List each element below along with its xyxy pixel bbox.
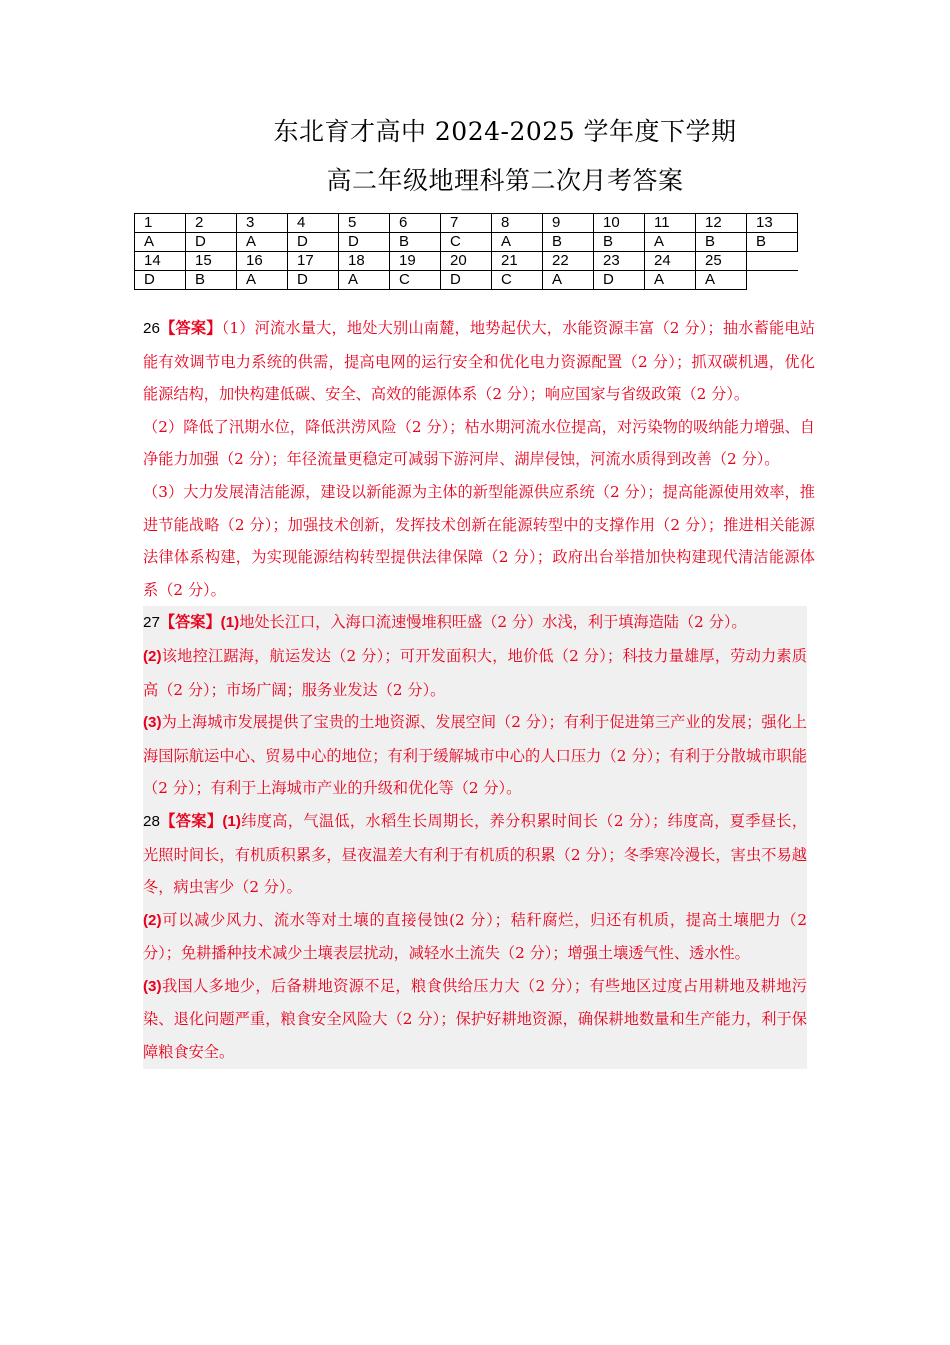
q28-part2 [143,904,807,970]
table-cell: B [186,271,237,290]
q28-part1 [143,805,807,904]
table-cell: B [594,233,645,252]
table-cell: 24 [645,252,696,271]
q28-block [143,805,807,1069]
table-cell: 2 [186,214,237,233]
table-cell: A [237,233,288,252]
table-cell: 3 [237,214,288,233]
sub-number: (2) [143,647,162,665]
table-cell: A [237,271,288,290]
table-cell-empty [747,252,798,271]
table-cell: A [492,233,543,252]
table-cell: 11 [645,214,696,233]
table-row [135,214,798,233]
table-row [135,252,798,271]
sub-number: (2) [143,911,162,929]
table-cell: 20 [441,252,492,271]
table-cell: D [135,271,186,290]
q28-part3 [143,970,807,1069]
page-title: 东北育才高中 2024-2025 学年度下学期 [273,117,737,146]
answer-table [134,213,798,290]
table-cell: D [441,271,492,290]
answer-tag: 【答案】 [159,319,222,337]
table-cell: 1 [135,214,186,233]
table-cell: B [390,233,441,252]
answer-text: 地处长江口，入海口流速慢堆积旺盛（2 分）水浅，利于填海造陆（2 分）。 [239,613,747,632]
table-cell: C [441,233,492,252]
table-cell: C [492,271,543,290]
table-cell: 5 [339,214,390,233]
q27-block [143,606,807,805]
table-cell: D [594,271,645,290]
table-cell: 13 [747,214,798,233]
answer-text: （1）河流水量大，地处大别山南麓，地势起伏大，水能资源丰富（2 分）；抽水蓄能电站能有效调节电力系统的供需，提高电网的运行安全和优化电力资源配置（2 分）；抓双碳机遇，优化能源结构，加快构建低碳、安全、高效的能源体系（2 分）；响应国家与省级政策（2 分）。 [143,319,815,404]
question-number: 26 [143,320,160,337]
table-cell: 8 [492,214,543,233]
table-cell: B [747,233,798,252]
table-cell: D [288,271,339,290]
answer-tag: 【答案】 [159,613,221,632]
table-cell: A [645,233,696,252]
q27-part1 [143,606,807,640]
table-row [135,271,798,290]
sub-number: (3) [143,714,162,732]
table-cell: D [288,233,339,252]
table-cell: 4 [288,214,339,233]
table-cell: 22 [543,252,594,271]
answer-text: 为上海城市发展提供了宝贵的土地资源、发展空间（2 分）；有利于促进第三产业的发展；强化上海国际航运中心、贸易中心的地位；有利于缓解城市中心的人口压力（2 分）；有利于分散城市职能（2 分）；有利于上海城市产业的升级和优化等（2 分）。 [143,713,807,798]
table-cell: A [543,271,594,290]
table-cell: 6 [390,214,441,233]
table-cell: 25 [696,252,747,271]
table-cell: 23 [594,252,645,271]
table-cell: A [696,271,747,290]
answer-text: 纬度高，气温低，水稻生长周期长，养分积累时间长（2 分）；纬度高，夏季昼长，光照时间长，有机质积累多，昼夜温差大有利于有机质的积累（2 分）；冬季寒冷漫长，害虫不易越冬，病虫害少（2 分）。 [143,811,808,897]
sub-number: (1) [220,614,240,632]
table-cell: A [339,271,390,290]
table-cell: D [339,233,390,252]
table-cell: 19 [390,252,441,271]
q26-part1 [143,312,815,411]
table-cell: 17 [288,252,339,271]
question-number: 27 [143,614,160,632]
q27-part2 [143,640,807,706]
table-cell: 7 [441,214,492,233]
table-cell: 18 [339,252,390,271]
sub-number: (1) [222,812,241,830]
table-cell: C [390,271,441,290]
answer-text: 可以减少风力、流水等对土壤的直接侵蚀(2 分）；秸秆腐烂，归还有机质，提高土壤肥力（2 分）；免耕播种技术减少土壤表层扰动，减轻水土流失（2 分）；增强土壤透气性、透水性。 [143,910,807,963]
q27-part3 [143,706,807,805]
table-cell: 15 [186,252,237,271]
table-cell: 16 [237,252,288,271]
table-cell: 14 [135,252,186,271]
table-cell: B [543,233,594,252]
q26-part3: （3）大力发展清洁能源，建设以新能源为主体的新型能源供应系统（2 分）；提高能源使用效率，推进节能战略（2 分）；加强技术创新，发挥技术创新在能源转型中的支撑作用（2 分）；推进相关能源法律体系构建，为实现能源结构转型提供法律保障（2 分）；政府出台举措加快构建现代清洁能源体系（2 分）。 [143,482,815,599]
table-cell: 12 [696,214,747,233]
table-cell: A [135,233,186,252]
sub-number: (3) [143,977,162,995]
table-cell-empty [747,271,798,290]
table-cell: A [645,271,696,290]
answer-text: 该地控江踞海，航运发达（2 分）；可开发面积大，地价低（2 分）；科技力量雄厚，劳动力素质高（2 分）；市场广阔；服务业发达（2 分）。 [143,646,807,699]
table-cell: 9 [543,214,594,233]
table-cell: B [696,233,747,252]
table-cell: D [186,233,237,252]
answer-text: 我国人多地少，后备耕地资源不足，粮食供给压力大（2 分）；有些地区过度占用耕地及耕地污染、退化问题严重，粮食安全风险大（2 分）；保护好耕地资源，确保耕地数量和生产能力，利于保障粮食安全。 [143,976,807,1062]
q26-part2: （2）降低了汛期水位，降低洪涝风险（2 分）；枯水期河流水位提高，对污染物的吸纳能力增强、自净能力加强（2 分）；年径流量更稳定可减弱下游河岸、湖岸侵蚀，河流水质得到改善（2 分）。 [143,417,815,469]
table-cell: 10 [594,214,645,233]
answer-tag: 【答案】 [159,811,223,830]
table-row [135,233,798,252]
question-number: 28 [143,812,160,830]
answer-section [143,312,815,1069]
page-subtitle: 高二年级地理科第二次月考答案 [326,166,684,195]
table-cell: 21 [492,252,543,271]
